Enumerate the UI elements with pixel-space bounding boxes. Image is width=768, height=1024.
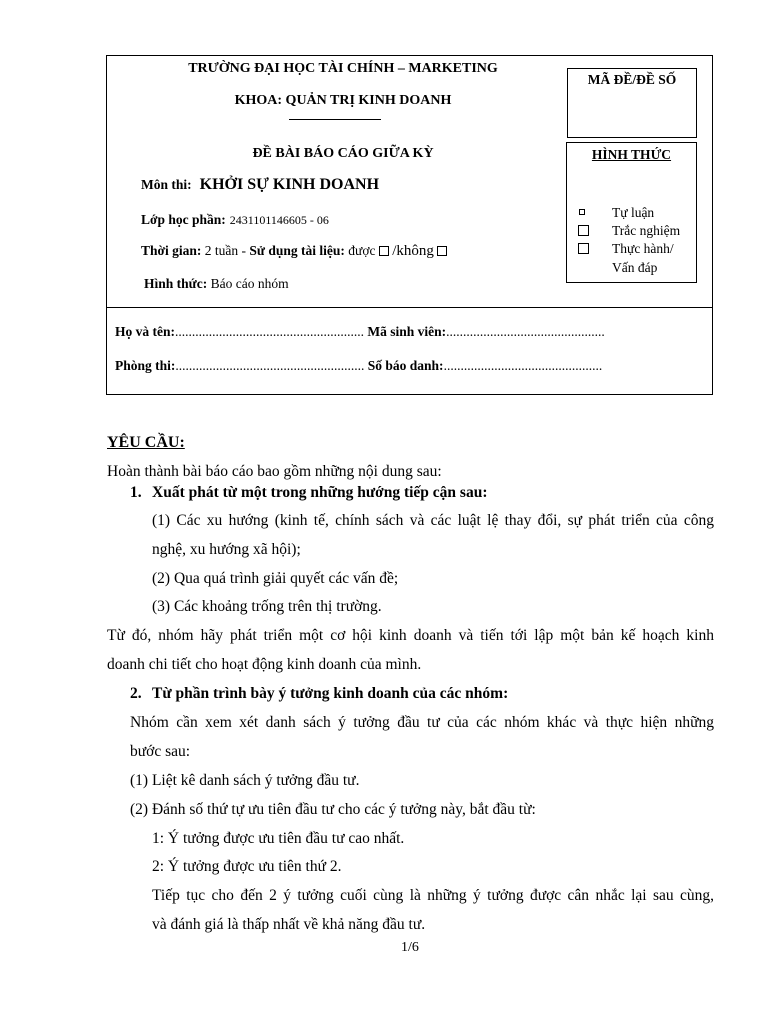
header-divider <box>106 307 713 308</box>
form-option-oral-label: Vấn đáp <box>612 260 658 275</box>
materials-allowed-checkbox[interactable] <box>379 246 389 256</box>
room-field[interactable]: ........................................................ <box>175 358 365 373</box>
format-label: Hình thức: <box>144 276 208 291</box>
faculty-name: KHOA: QUẢN TRỊ KINH DOANH <box>234 93 452 108</box>
student-id-label: Mã sinh viên: <box>367 324 447 339</box>
form-option-label: Tự luận <box>612 205 655 220</box>
materials-label: Sử dụng tài liệu: <box>249 243 345 258</box>
page-number: 1/6 <box>401 940 419 955</box>
time-value: 2 tuần - <box>204 243 250 258</box>
class-label: Lớp học phần: <box>141 212 226 227</box>
item-2-rank-continue-line-2: và đánh giá là thấp nhất về khả năng đầu tư. <box>152 916 426 933</box>
subject-label: Môn thi: <box>141 177 192 192</box>
materials-allowed: được <box>348 243 376 258</box>
materials-not: /không <box>392 243 434 259</box>
item-2-rank-1: 1: Ý tưởng được ưu tiên đầu tư cao nhất. <box>152 830 405 847</box>
format-value: Báo cáo nhóm <box>210 276 289 291</box>
exam-code-label: MÃ ĐỀ/ĐỀ SỐ <box>587 72 677 87</box>
form-option-label: Thực hành/ <box>612 241 674 256</box>
requirements-heading: YÊU CẦU: <box>107 434 185 451</box>
form-option-label: Trắc nghiệm <box>612 223 681 238</box>
item-2-text-line-1: Nhóm cần xem xét danh sách ý tưởng đầu tư của các nhóm khác và thực hiện những <box>130 714 714 731</box>
name-label: Họ và tên: <box>115 324 175 339</box>
item-1-approach-1-cont: nghệ, xu hướng xã hội); <box>152 541 301 558</box>
practical-checkbox[interactable] <box>578 243 589 254</box>
item-2-step-2: (2) Đánh số thứ tự ưu tiên đầu tư cho các ý tưởng này, bắt đầu từ: <box>130 801 536 818</box>
paragraph-line-2: doanh chi tiết cho hoạt động kinh doanh của mình. <box>107 656 422 673</box>
form-option-multiple-choice[interactable] <box>578 223 681 239</box>
item-2-number: 2. <box>130 685 142 702</box>
student-id-field[interactable]: ............................................... <box>446 324 605 339</box>
intro-text: Hoàn thành bài báo cáo bao gồm những nội dung sau: <box>107 463 442 480</box>
essay-checkbox[interactable] <box>579 209 585 215</box>
class-value: 2431101146605 - 06 <box>229 213 329 227</box>
seat-number-field[interactable]: ............................................... <box>443 358 603 373</box>
format-line <box>144 276 289 292</box>
item-1-approach-1: (1) Các xu hướng (kinh tế, chính sách và các luật lệ thay đổi, sự phát triển của công <box>152 512 714 529</box>
seat-number-label: Số báo danh: <box>367 358 444 373</box>
time-line <box>141 243 447 260</box>
materials-not-checkbox[interactable] <box>437 246 447 256</box>
item-2-step-1: (1) Liệt kê danh sách ý tưởng đầu tư. <box>130 772 360 789</box>
item-2-title: Từ phần trình bày ý tưởng kinh doanh của các nhóm: <box>152 685 509 702</box>
form-option-essay[interactable] <box>578 205 655 221</box>
item-2-rank-continue-line-1: Tiếp tục cho đến 2 ý tưởng cuối cùng là những ý tưởng được cân nhắc lại sau cùng, <box>152 887 714 904</box>
form-type-title: HÌNH THỨC <box>591 147 672 162</box>
item-1-title: Xuất phát từ một trong những hướng tiếp cận sau: <box>152 484 488 501</box>
item-1-number: 1. <box>130 484 142 501</box>
exam-room-row <box>115 358 602 374</box>
faculty-underline <box>289 119 381 120</box>
subject-value: KHỞI SỰ KINH DOANH <box>199 176 380 193</box>
item-1-approach-2: (2) Qua quá trình giải quyết các vấn đề; <box>152 570 399 587</box>
class-line <box>141 211 329 229</box>
subject-line <box>141 176 379 194</box>
form-option-practical[interactable] <box>578 241 674 257</box>
student-name-row <box>115 324 605 340</box>
multiple-choice-checkbox[interactable] <box>578 225 589 236</box>
item-2-text-line-2: bước sau: <box>130 743 191 760</box>
item-2-rank-2: 2: Ý tưởng được ưu tiên thứ 2. <box>152 858 342 875</box>
university-name: TRƯỜNG ĐẠI HỌC TÀI CHÍNH – MARKETING <box>188 61 498 76</box>
time-label: Thời gian: <box>141 243 202 258</box>
paragraph-line-1: Từ đó, nhóm hãy phát triển một cơ hội kinh doanh và tiến tới lập một bản kế hoạch kinh <box>107 627 714 644</box>
name-field[interactable]: ........................................................ <box>175 324 364 339</box>
item-1-approach-3: (3) Các khoảng trống trên thị trường. <box>152 598 382 615</box>
room-label: Phòng thi: <box>115 358 176 373</box>
exam-title: ĐỀ BÀI BÁO CÁO GIỮA KỲ <box>252 146 434 161</box>
